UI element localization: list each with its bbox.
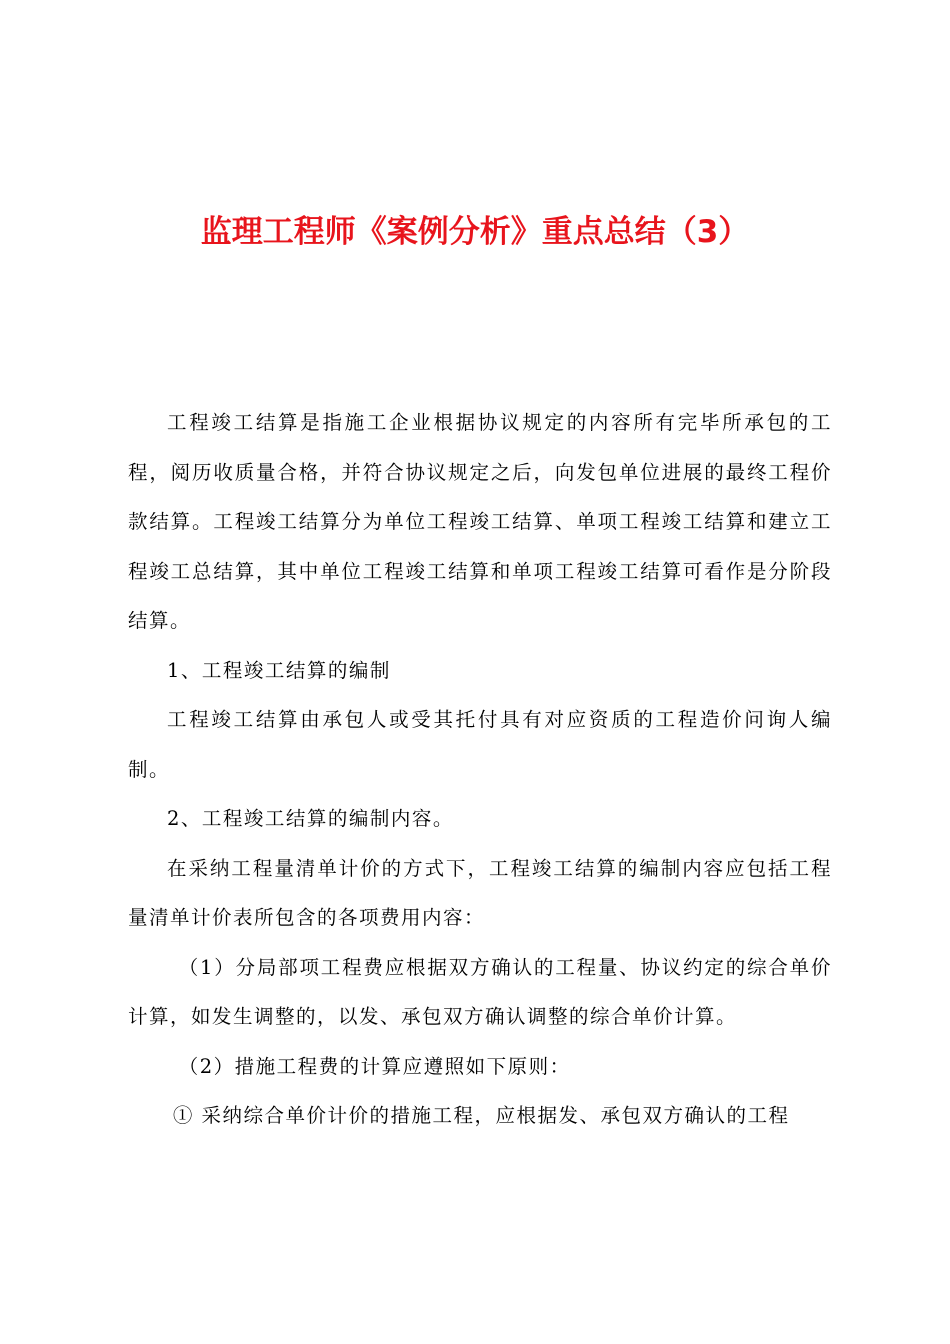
sub-list-item-1: ① 采纳综合单价计价的措施工程，应根据发、承包双方确认的工程 <box>172 1104 790 1127</box>
paragraph-preparer: 工程竣工结算由承包人或受其托付具有对应资质的工程造价问询人编制。 <box>128 708 832 781</box>
document-body <box>128 398 832 1141</box>
list-item-1: （1）分局部项工程费应根据双方确认的工程量、协议约定的综合单价计算，如发生调整的，以发、承包双方确认调整的综合单价计算。 <box>128 955 832 1028</box>
paragraph-content-scope: 在采纳工程量清单计价的方式下，工程竣工结算的编制内容应包括工程量清单计价表所包含的各项费用内容： <box>128 856 832 929</box>
document-title: 监理工程师《案例分析》重点总结（3） <box>200 214 750 250</box>
section-heading-2: 2、工程竣工结算的编制内容。 <box>167 807 454 830</box>
paragraph-intro: 工程竣工结算是指施工企业根据协议规定的内容所有完毕所承包的工程，阅历收质量合格，并符合协议规定之后，向发包单位进展的最终工程价款结算。工程竣工结算分为单位工程竣工结算、单项工程竣工结算和建立工程竣工总结算，其中单位工程竣工结算和单项工程竣工结算可看作是分阶段结算。 <box>128 411 832 632</box>
list-item-2: （2）措施工程费的计算应遵照如下原则： <box>178 1054 571 1078</box>
section-heading-1: 1、工程竣工结算的编制 <box>167 658 391 682</box>
